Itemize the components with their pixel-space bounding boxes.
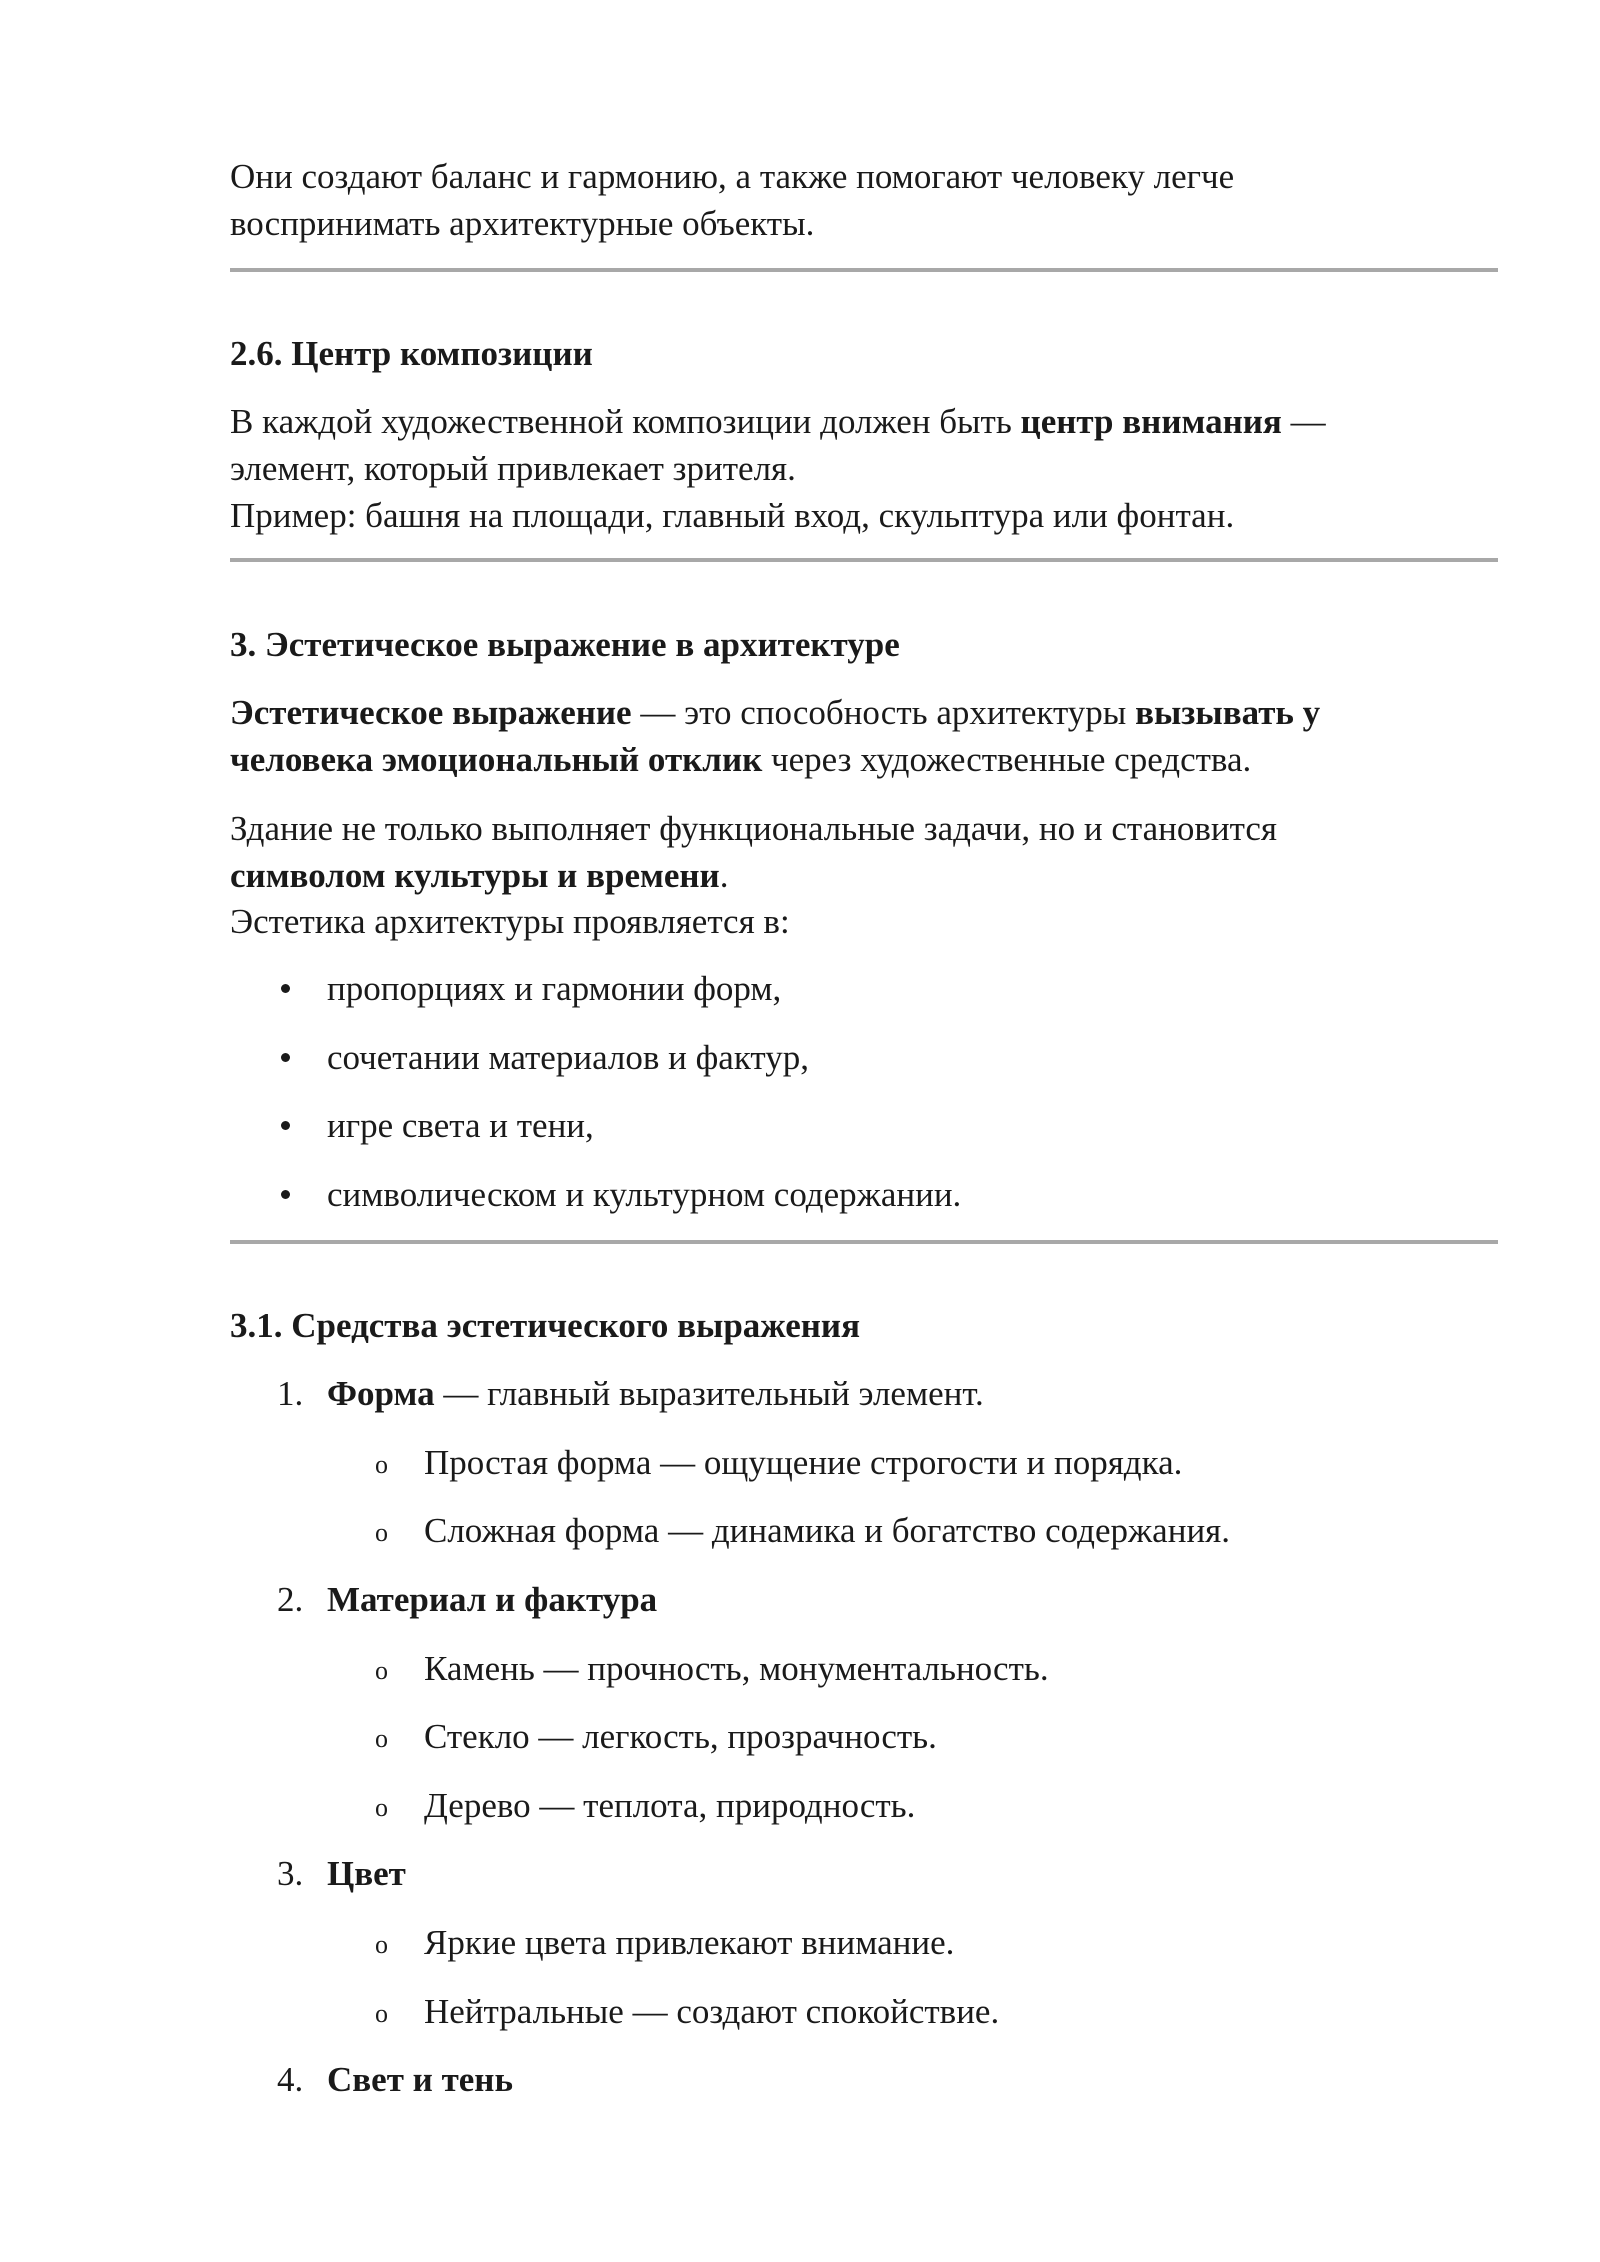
sub-list-item: Простая форма — ощущение строгости и порядка. (424, 1443, 1183, 1482)
section-heading-3: 3. Эстетическое выражение в архитектуре (230, 625, 900, 664)
text-run: В каждой художественной композиции должен быть (230, 402, 1021, 441)
list-number: 2. (277, 1580, 304, 1619)
text-run: — это способность архитектуры (631, 693, 1136, 732)
text-run: . (719, 856, 729, 895)
paragraph-center-line-2: элемент, который привлекает зрителя. (230, 449, 796, 488)
circle-marker-icon: o (375, 1450, 388, 1479)
bold-term: центр внимания (1020, 402, 1282, 441)
paragraph-definition-line-2 (230, 736, 1500, 783)
text-run: — (1281, 402, 1326, 441)
bullet-item: символическом и культурном содержании. (327, 1175, 962, 1214)
circle-marker-icon: o (375, 1518, 388, 1547)
sub-list-item: Яркие цвета привлекают внимание. (424, 1923, 955, 1962)
list-number: 3. (277, 1854, 304, 1893)
bullet-icon (281, 1053, 290, 1062)
bold-term: символом культуры и времени (230, 856, 720, 895)
list-item (327, 2056, 513, 2103)
paragraph-building: Здание не только выполняет функциональные задачи, но и становится (230, 809, 1277, 848)
paragraph-aesthetics: Эстетика архитектуры проявляется в: (230, 902, 790, 941)
bold-term: Эстетическое выражение (230, 693, 632, 732)
divider (230, 1240, 1498, 1244)
list-item (327, 1850, 406, 1897)
circle-marker-icon: o (375, 1999, 388, 2028)
list-item (327, 1576, 657, 1623)
bullet-item: сочетании материалов и фактур, (327, 1038, 809, 1077)
list-number: 4. (277, 2060, 304, 2099)
bold-term: Материал и фактура (327, 1580, 658, 1619)
bullet-icon (281, 984, 290, 993)
sub-list-item: Нейтральные — создают спокойствие. (424, 1992, 1000, 2031)
sub-list-item: Камень — прочность, монументальность. (424, 1649, 1049, 1688)
bold-term: Свет и тень (327, 2060, 513, 2099)
divider (230, 558, 1498, 562)
paragraph-building-line-2 (230, 852, 1500, 899)
bullet-icon (281, 1190, 290, 1199)
text-run: — главный выразительный элемент. (434, 1374, 984, 1413)
sub-list-item: Стекло — легкость, прозрачность. (424, 1717, 937, 1756)
list-item (327, 1370, 984, 1417)
bullet-icon (281, 1121, 290, 1130)
bullet-item: игре света и тени, (327, 1106, 594, 1145)
paragraph-center (230, 398, 1500, 445)
text-run: через художественные средства. (762, 740, 1252, 779)
circle-marker-icon: o (375, 1724, 388, 1753)
circle-marker-icon: o (375, 1930, 388, 1959)
list-number: 1. (277, 1374, 304, 1413)
intro-line-1: Они создают баланс и гармонию, а также помогают человеку легче (230, 157, 1235, 196)
divider (230, 268, 1498, 272)
circle-marker-icon: o (375, 1656, 388, 1685)
bullet-item: пропорциях и гармонии форм, (327, 969, 782, 1008)
paragraph-definition (230, 689, 1500, 736)
bold-term: вызывать у (1135, 693, 1321, 732)
section-heading-2-6: 2.6. Центр композиции (230, 334, 593, 373)
bold-term: Форма (327, 1374, 435, 1413)
bold-term: человека эмоциональный отклик (230, 740, 763, 779)
section-heading-3-1: 3.1. Средства эстетического выражения (230, 1306, 861, 1345)
intro-line-2: воспринимать архитектурные объекты. (230, 204, 815, 243)
circle-marker-icon: o (375, 1793, 388, 1822)
sub-list-item: Сложная форма — динамика и богатство содержания. (424, 1511, 1231, 1550)
bold-term: Цвет (327, 1854, 406, 1893)
sub-list-item: Дерево — теплота, природность. (424, 1786, 916, 1825)
paragraph-example: Пример: башня на площади, главный вход, скульптура или фонтан. (230, 496, 1235, 535)
